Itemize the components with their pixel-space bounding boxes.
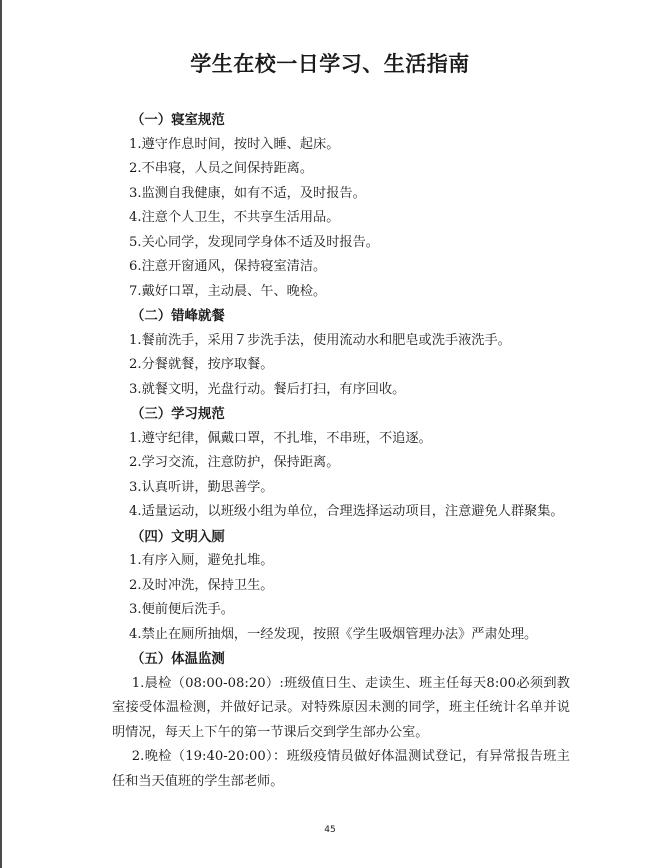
section-restroom xyxy=(129,525,569,648)
list-item: 4.注意个人卫生，不共享生活用品。 xyxy=(129,210,340,225)
section-heading: （二）错峰就餐 xyxy=(131,308,225,324)
list-item: 5.关心同学，发现同学身体不适及时报告。 xyxy=(129,234,379,250)
section-heading: （五）体温监测 xyxy=(131,651,225,667)
list-item: 3.认真听讲，勤思善学。 xyxy=(129,479,274,495)
list-item: 3.就餐文明，光盘行动。餐后打扫，有序回收。 xyxy=(129,381,406,397)
list-item: 1.餐前洗手，采用７步洗手法，使用流动水和肥皂或洗手液洗手。 xyxy=(129,332,511,348)
list-item: 4.适量运动，以班级小组为单位，合理选择运动项目，注意避免人群聚集。 xyxy=(129,504,564,519)
list-item: 1.有序入厕，避免扎堆。 xyxy=(129,553,274,568)
list-item: 2.学习交流，注意防护，保持距离。 xyxy=(129,455,340,470)
section-study xyxy=(129,402,569,525)
section-heading: （一）寝室规范 xyxy=(131,112,225,128)
page-title: 学生在校一日学习、生活指南 xyxy=(190,51,470,76)
list-item: 1.遵守纪律，佩戴口罩，不扎堆，不串班，不追逐。 xyxy=(129,430,432,446)
list-item: 2.分餐就餐，按序取餐。 xyxy=(129,357,274,372)
section-dining xyxy=(129,304,569,402)
section-heading: （三）学习规范 xyxy=(131,406,225,422)
page-left-edge xyxy=(0,0,2,868)
document-body xyxy=(112,108,570,794)
section-temperature xyxy=(112,647,570,794)
paragraph: 2.晚检（19:40-20:00）：班级疫情员做好体温测试登记，有异常报告班主任和当天值班的学生部老师。 xyxy=(112,749,570,789)
list-item: 2.不串寝，人员之间保持距离。 xyxy=(129,161,314,176)
paragraph: 1.晨检（08:00-08:20）:班级值日生、走读生、班主任每天8:00必须到教室接受体温检测，并做好记录。对特殊原因未测的同学，班主任统计名单并说明情况，每天上下午的第一节课后交到学生部办公室。 xyxy=(112,675,570,740)
page-number: 45 xyxy=(324,825,336,835)
list-item: 3.便前便后洗手。 xyxy=(129,602,234,617)
list-item: 2.及时冲洗，保持卫生。 xyxy=(129,577,274,593)
list-item: 6.注意开窗通风，保持寝室清洁。 xyxy=(129,259,327,274)
list-item: 3.监测自我健康，如有不适，及时报告。 xyxy=(129,185,366,201)
list-item: 4.禁止在厕所抽烟，一经发现，按照《学生吸烟管理办法》严肃处理。 xyxy=(129,626,538,642)
section-dormitory xyxy=(129,108,569,304)
list-item: 7.戴好口罩，主动晨、午、晚检。 xyxy=(129,283,327,299)
section-heading: （四）文明入厕 xyxy=(131,528,225,545)
list-item: 1.遵守作息时间，按时入睡、起床。 xyxy=(129,136,340,152)
